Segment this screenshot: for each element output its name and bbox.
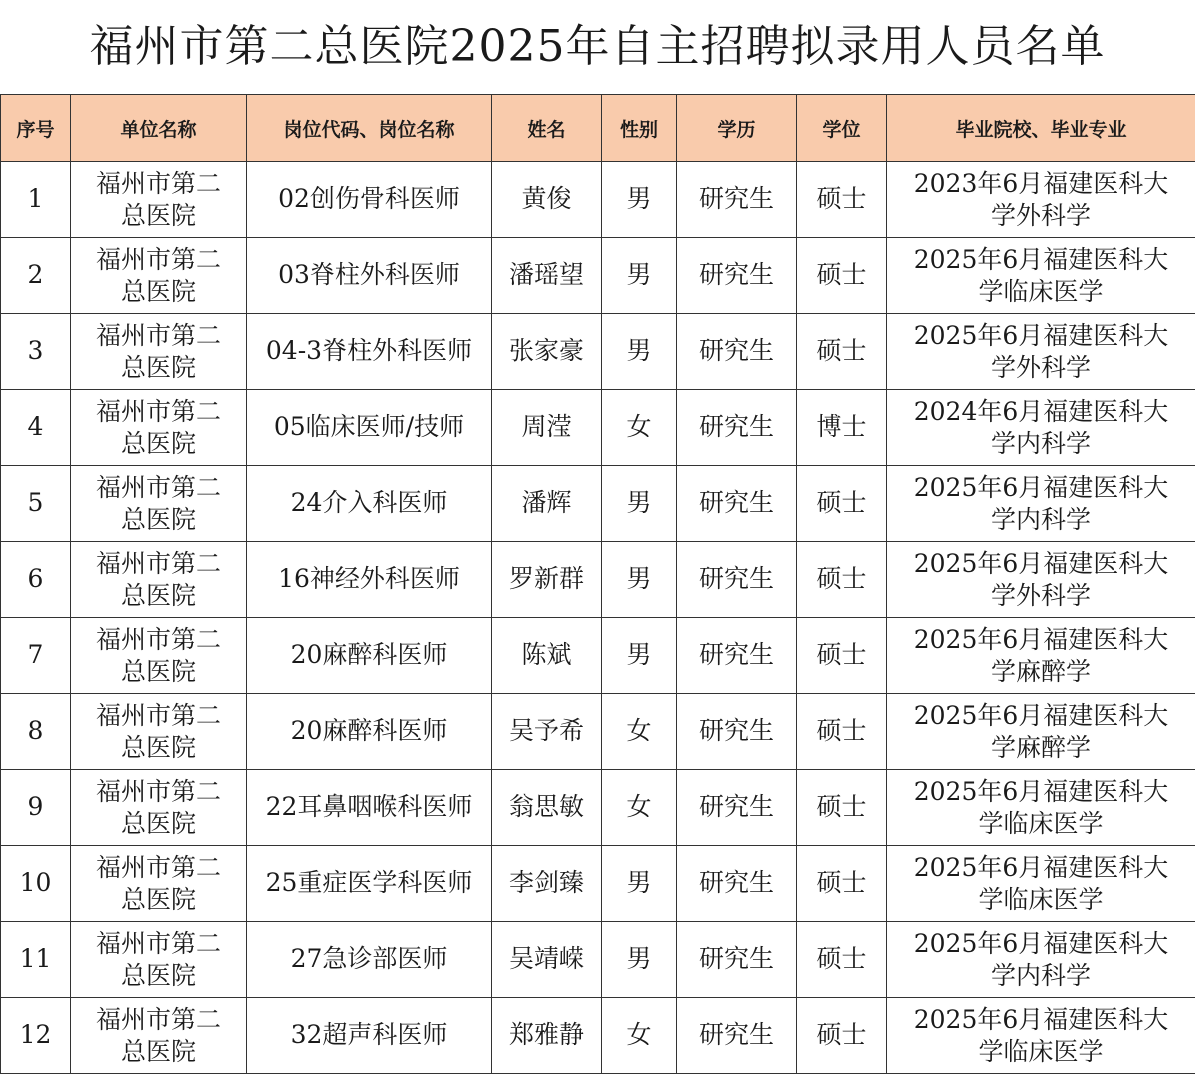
cell-degree: 硕士 [797,770,887,846]
table-body [1,162,1195,1074]
table-row [1,466,1195,542]
cell-name: 潘瑶望 [492,238,602,314]
table-row [1,922,1195,998]
cell-unit-line2: 总医院 [120,276,196,306]
cell-unit-line1: 福州市第二 [95,929,221,959]
cell-school-line1: 2025年6月福建医科大 [913,853,1169,883]
table-row [1,846,1195,922]
cell-degree: 硕士 [797,694,887,770]
table-row [1,998,1195,1074]
cell-school-line2: 学麻醉学 [990,732,1091,762]
table-row [1,542,1195,618]
cell-school-line1: 2025年6月福建医科大 [913,701,1169,731]
cell-unit [71,466,247,542]
cell-unit-line1: 福州市第二 [95,701,221,731]
cell-education: 研究生 [677,466,797,542]
cell-school-line1: 2025年6月福建医科大 [913,929,1169,959]
cell-gender: 男 [602,922,677,998]
cell-degree: 硕士 [797,846,887,922]
cell-gender: 男 [602,466,677,542]
cell-gender: 女 [602,694,677,770]
cell-name: 李剑臻 [492,846,602,922]
cell-no: 4 [1,390,71,466]
cell-school [887,618,1195,694]
cell-no: 1 [1,162,71,238]
cell-unit-line2: 总医院 [120,428,196,458]
cell-no: 12 [1,998,71,1074]
cell-school-line1: 2024年6月福建医科大 [913,397,1169,427]
cell-unit [71,998,247,1074]
header-position: 岗位代码、岗位名称 [247,95,492,162]
header-no: 序号 [1,95,71,162]
table-header-row [1,95,1195,162]
cell-gender: 男 [602,618,677,694]
cell-gender: 女 [602,390,677,466]
cell-gender: 男 [602,542,677,618]
cell-name: 吴靖嵘 [492,922,602,998]
cell-unit-line1: 福州市第二 [95,625,221,655]
cell-unit-line1: 福州市第二 [95,245,221,275]
cell-school-line1: 2025年6月福建医科大 [913,473,1169,503]
cell-no: 6 [1,542,71,618]
cell-name: 翁思敏 [492,770,602,846]
cell-no: 8 [1,694,71,770]
cell-name: 潘辉 [492,466,602,542]
cell-school [887,694,1195,770]
cell-gender: 男 [602,846,677,922]
cell-degree: 硕士 [797,542,887,618]
cell-school-line2: 学外科学 [990,352,1091,382]
cell-gender: 女 [602,998,677,1074]
cell-school [887,162,1195,238]
cell-unit-line1: 福州市第二 [95,473,221,503]
cell-position: 22耳鼻咽喉科医师 [247,770,492,846]
cell-school-line2: 学外科学 [990,200,1091,230]
cell-school-line1: 2025年6月福建医科大 [913,321,1169,351]
document-title: 福州市第二总医院2025年自主招聘拟录用人员名单 [89,21,1106,72]
header-degree: 学位 [797,95,887,162]
cell-no: 9 [1,770,71,846]
cell-school-line1: 2025年6月福建医科大 [913,549,1169,579]
cell-gender: 男 [602,314,677,390]
cell-school-line2: 学临床医学 [978,808,1104,838]
cell-unit-line2: 总医院 [120,1036,196,1066]
cell-school [887,314,1195,390]
cell-name: 周滢 [492,390,602,466]
cell-education: 研究生 [677,618,797,694]
candidate-table [0,94,1195,1074]
cell-school-line2: 学内科学 [990,428,1091,458]
cell-degree: 硕士 [797,314,887,390]
cell-no: 5 [1,466,71,542]
cell-education: 研究生 [677,846,797,922]
cell-no: 10 [1,846,71,922]
cell-unit [71,542,247,618]
cell-position: 04-3脊柱外科医师 [247,314,492,390]
cell-unit-line2: 总医院 [120,960,196,990]
cell-education: 研究生 [677,922,797,998]
cell-education: 研究生 [677,238,797,314]
cell-school-line1: 2025年6月福建医科大 [913,777,1169,807]
cell-degree: 硕士 [797,618,887,694]
cell-unit [71,694,247,770]
cell-gender: 男 [602,162,677,238]
cell-education: 研究生 [677,390,797,466]
cell-name: 陈斌 [492,618,602,694]
table-row [1,314,1195,390]
cell-name: 张家豪 [492,314,602,390]
cell-unit [71,618,247,694]
cell-school [887,390,1195,466]
table-row [1,770,1195,846]
cell-position: 20麻醉科医师 [247,618,492,694]
cell-degree: 硕士 [797,466,887,542]
cell-school [887,466,1195,542]
header-education: 学历 [677,95,797,162]
cell-education: 研究生 [677,314,797,390]
table-row [1,618,1195,694]
cell-school-line1: 2025年6月福建医科大 [913,1005,1169,1035]
cell-position: 32超声科医师 [247,998,492,1074]
cell-school [887,542,1195,618]
header-school: 毕业院校、毕业专业 [887,95,1195,162]
cell-no: 3 [1,314,71,390]
cell-no: 2 [1,238,71,314]
cell-position: 05临床医师/技师 [247,390,492,466]
cell-unit-line1: 福州市第二 [95,169,221,199]
cell-school-line2: 学外科学 [990,580,1091,610]
cell-name: 吴予希 [492,694,602,770]
cell-name: 黄俊 [492,162,602,238]
cell-education: 研究生 [677,542,797,618]
cell-school [887,238,1195,314]
cell-position: 02创伤骨科医师 [247,162,492,238]
cell-position: 03脊柱外科医师 [247,238,492,314]
cell-position: 16神经外科医师 [247,542,492,618]
cell-unit-line1: 福州市第二 [95,321,221,351]
cell-degree: 博士 [797,390,887,466]
table-row [1,162,1195,238]
cell-position: 27急诊部医师 [247,922,492,998]
cell-name: 罗新群 [492,542,602,618]
cell-school [887,846,1195,922]
cell-unit-line2: 总医院 [120,200,196,230]
cell-gender: 男 [602,238,677,314]
cell-unit [71,238,247,314]
cell-school-line2: 学麻醉学 [990,656,1091,686]
cell-school [887,998,1195,1074]
cell-position: 20麻醉科医师 [247,694,492,770]
cell-unit-line1: 福州市第二 [95,549,221,579]
cell-unit [71,846,247,922]
header-gender: 性别 [602,95,677,162]
cell-unit-line2: 总医院 [120,808,196,838]
cell-unit-line1: 福州市第二 [95,397,221,427]
cell-school-line2: 学临床医学 [978,276,1104,306]
cell-school [887,922,1195,998]
cell-unit-line2: 总医院 [120,656,196,686]
cell-no: 7 [1,618,71,694]
cell-name: 郑雅静 [492,998,602,1074]
cell-school-line2: 学内科学 [990,504,1091,534]
cell-unit-line2: 总医院 [120,352,196,382]
header-name: 姓名 [492,95,602,162]
cell-gender: 女 [602,770,677,846]
cell-school-line2: 学内科学 [990,960,1091,990]
cell-no: 11 [1,922,71,998]
cell-unit-line2: 总医院 [120,580,196,610]
cell-degree: 硕士 [797,998,887,1074]
cell-unit-line2: 总医院 [120,884,196,914]
cell-education: 研究生 [677,770,797,846]
cell-position: 25重症医学科医师 [247,846,492,922]
table-row [1,390,1195,466]
header-unit: 单位名称 [71,95,247,162]
cell-school-line2: 学临床医学 [978,1036,1104,1066]
cell-degree: 硕士 [797,238,887,314]
cell-school-line1: 2025年6月福建医科大 [913,625,1169,655]
cell-school [887,770,1195,846]
cell-unit [71,922,247,998]
cell-unit-line1: 福州市第二 [95,853,221,883]
cell-unit-line1: 福州市第二 [95,777,221,807]
cell-school-line1: 2025年6月福建医科大 [913,245,1169,275]
cell-school-line2: 学临床医学 [978,884,1104,914]
cell-degree: 硕士 [797,162,887,238]
cell-unit-line2: 总医院 [120,504,196,534]
cell-unit [71,162,247,238]
table-row [1,238,1195,314]
cell-education: 研究生 [677,162,797,238]
cell-education: 研究生 [677,998,797,1074]
cell-unit [71,390,247,466]
cell-school-line1: 2023年6月福建医科大 [913,169,1169,199]
cell-education: 研究生 [677,694,797,770]
table-row [1,694,1195,770]
cell-unit-line2: 总医院 [120,732,196,762]
cell-unit [71,314,247,390]
cell-position: 24介入科医师 [247,466,492,542]
cell-unit [71,770,247,846]
cell-unit-line1: 福州市第二 [95,1005,221,1035]
cell-degree: 硕士 [797,922,887,998]
